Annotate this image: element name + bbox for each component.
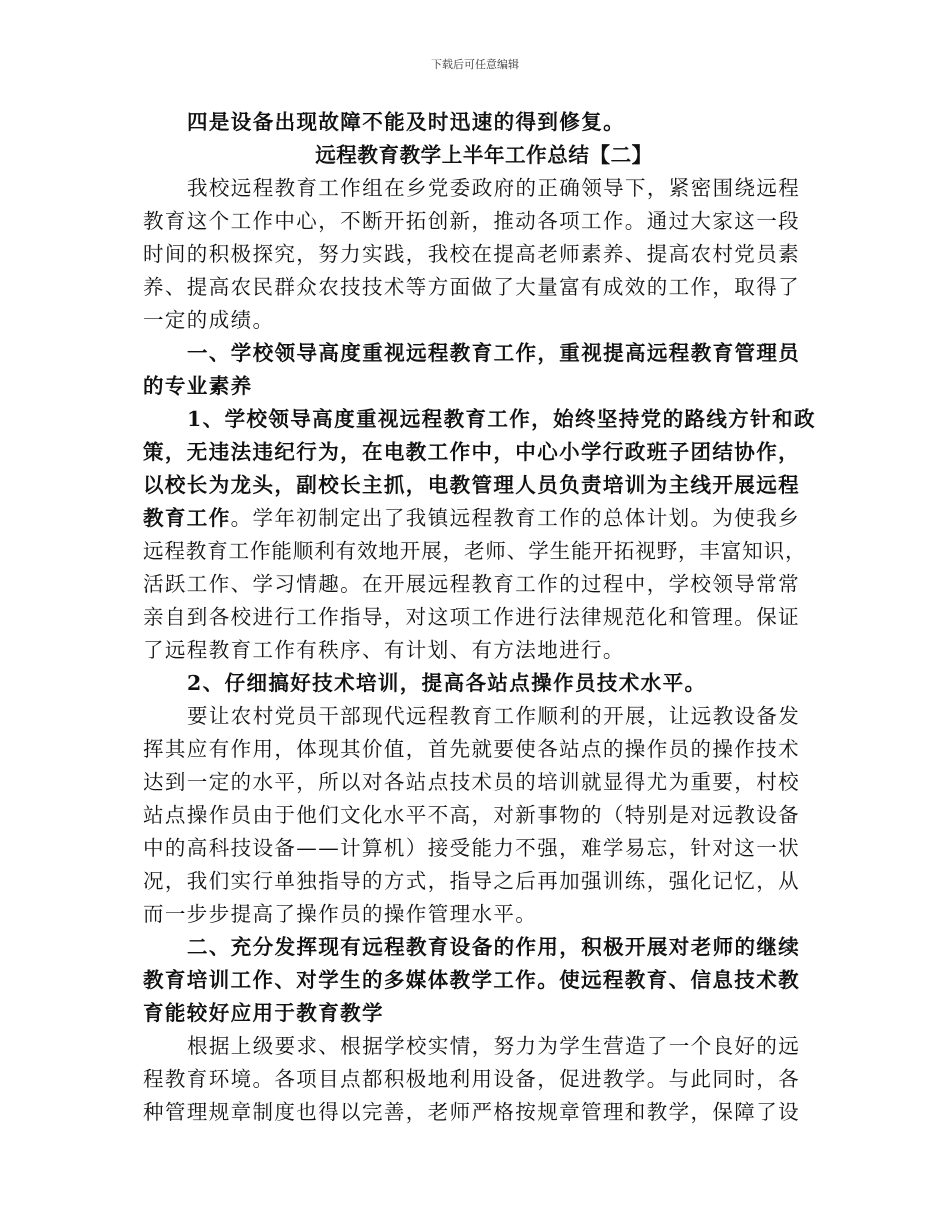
paragraph-line: 达到一定的水平，所以对各站点技术员的培训就显得尤为重要，村校 xyxy=(143,770,800,794)
paragraph-line xyxy=(143,502,825,535)
heading-line: 一、学校领导高度重视远程教育工作，重视提高远程教育管理员 xyxy=(187,341,801,365)
paragraph-line: 远程教育工作能顺利有效地开展，老师、学生能开拓视野，丰富知识， xyxy=(143,539,807,563)
bold-text: 教育工作 xyxy=(143,506,231,530)
plain-text: 。学年初制定出了我镇远程教育工作的总体计划。为使我乡 xyxy=(230,506,801,530)
paragraph-line: 亲自到各校进行工作指导，对这项工作进行法律规范化和管理。保证 xyxy=(143,605,800,629)
document-body xyxy=(143,106,825,1129)
paragraph-line: 教育这个工作中心，不断开拓创新，推动各项工作。通过大家这一段 xyxy=(143,209,800,233)
paragraph-line: 一定的成绩。 xyxy=(143,308,275,332)
heading-line: 教育培训工作、对学生的多媒体教学工作。使远程教育、信息技术教 xyxy=(143,968,800,992)
paragraph-line: 活跃工作、学习情趣。在开展远程教育工作的过程中，学校领导常常 xyxy=(143,572,800,596)
paragraph-line: 1、学校领导高度重视远程教育工作，始终坚持党的路线方针和政 xyxy=(187,407,816,431)
paragraph-line: 站点操作员由于他们文化水平不高，对新事物的（特别是对远教设备 xyxy=(143,803,800,827)
paragraph-line: 时间的积极探究，努力实践，我校在提高老师素养、提高农村党员素 xyxy=(143,242,800,266)
heading-line: 育能较好应用于教育教学 xyxy=(143,1001,384,1025)
page-header-note: 下载后可任意编辑 xyxy=(431,58,519,71)
heading-line: 的专业素养 xyxy=(143,374,253,398)
paragraph-line: 挥其应有作用，体现其价值，首先就要使各站点的操作员的操作技术 xyxy=(143,737,800,761)
heading-line: 2、仔细搞好技术培训，提高各站点操作员技术水平。 xyxy=(187,671,707,695)
paragraph-line: 中的高科技设备——计算机）接受能力不强，难学易忘，针对这一状 xyxy=(143,836,800,860)
paragraph-line: 我校远程教育工作组在乡党委政府的正确领导下，紧密围绕远程 xyxy=(187,176,801,200)
paragraph-line: 要让农村党员干部现代远程教育工作顺利的开展，让远教设备发 xyxy=(187,704,801,728)
paragraph-line: 种管理规章制度也得以完善，老师严格按规章管理和教学，保障了设 xyxy=(143,1100,800,1124)
paragraph-line: 养、提高农民群众农技技术等方面做了大量富有成效的工作，取得了 xyxy=(143,275,800,299)
paragraph-line: 程教育环境。各项目点都积极地利用设备，促进教学。与此同时，各 xyxy=(143,1067,800,1091)
paragraph-line: 根据上级要求、根据学校实情，努力为学生营造了一个良好的远 xyxy=(187,1034,801,1058)
heading-line: 二、充分发挥现有远程教育设备的作用，积极开展对老师的继续 xyxy=(187,935,801,959)
section-title: 远程教育教学上半年工作总结【二】 xyxy=(315,143,653,167)
paragraph-line: 了远程教育工作有秩序、有计划、有方法地进行。 xyxy=(143,638,625,662)
paragraph-line: 况，我们实行单独指导的方式，指导之后再加强训练，强化记忆，从 xyxy=(143,869,800,893)
paragraph-line: 四是设备出现故障不能及时迅速的得到修复。 xyxy=(187,110,625,134)
paragraph-line: 而一步步提高了操作员的操作管理水平。 xyxy=(143,902,538,926)
paragraph-line: 以校长为龙头，副校长主抓，电教管理人员负责培训为主线开展远程 xyxy=(143,473,800,497)
paragraph-line: 策，无违法违纪行为，在电教工作中，中心小学行政班子团结协作， xyxy=(143,440,800,464)
